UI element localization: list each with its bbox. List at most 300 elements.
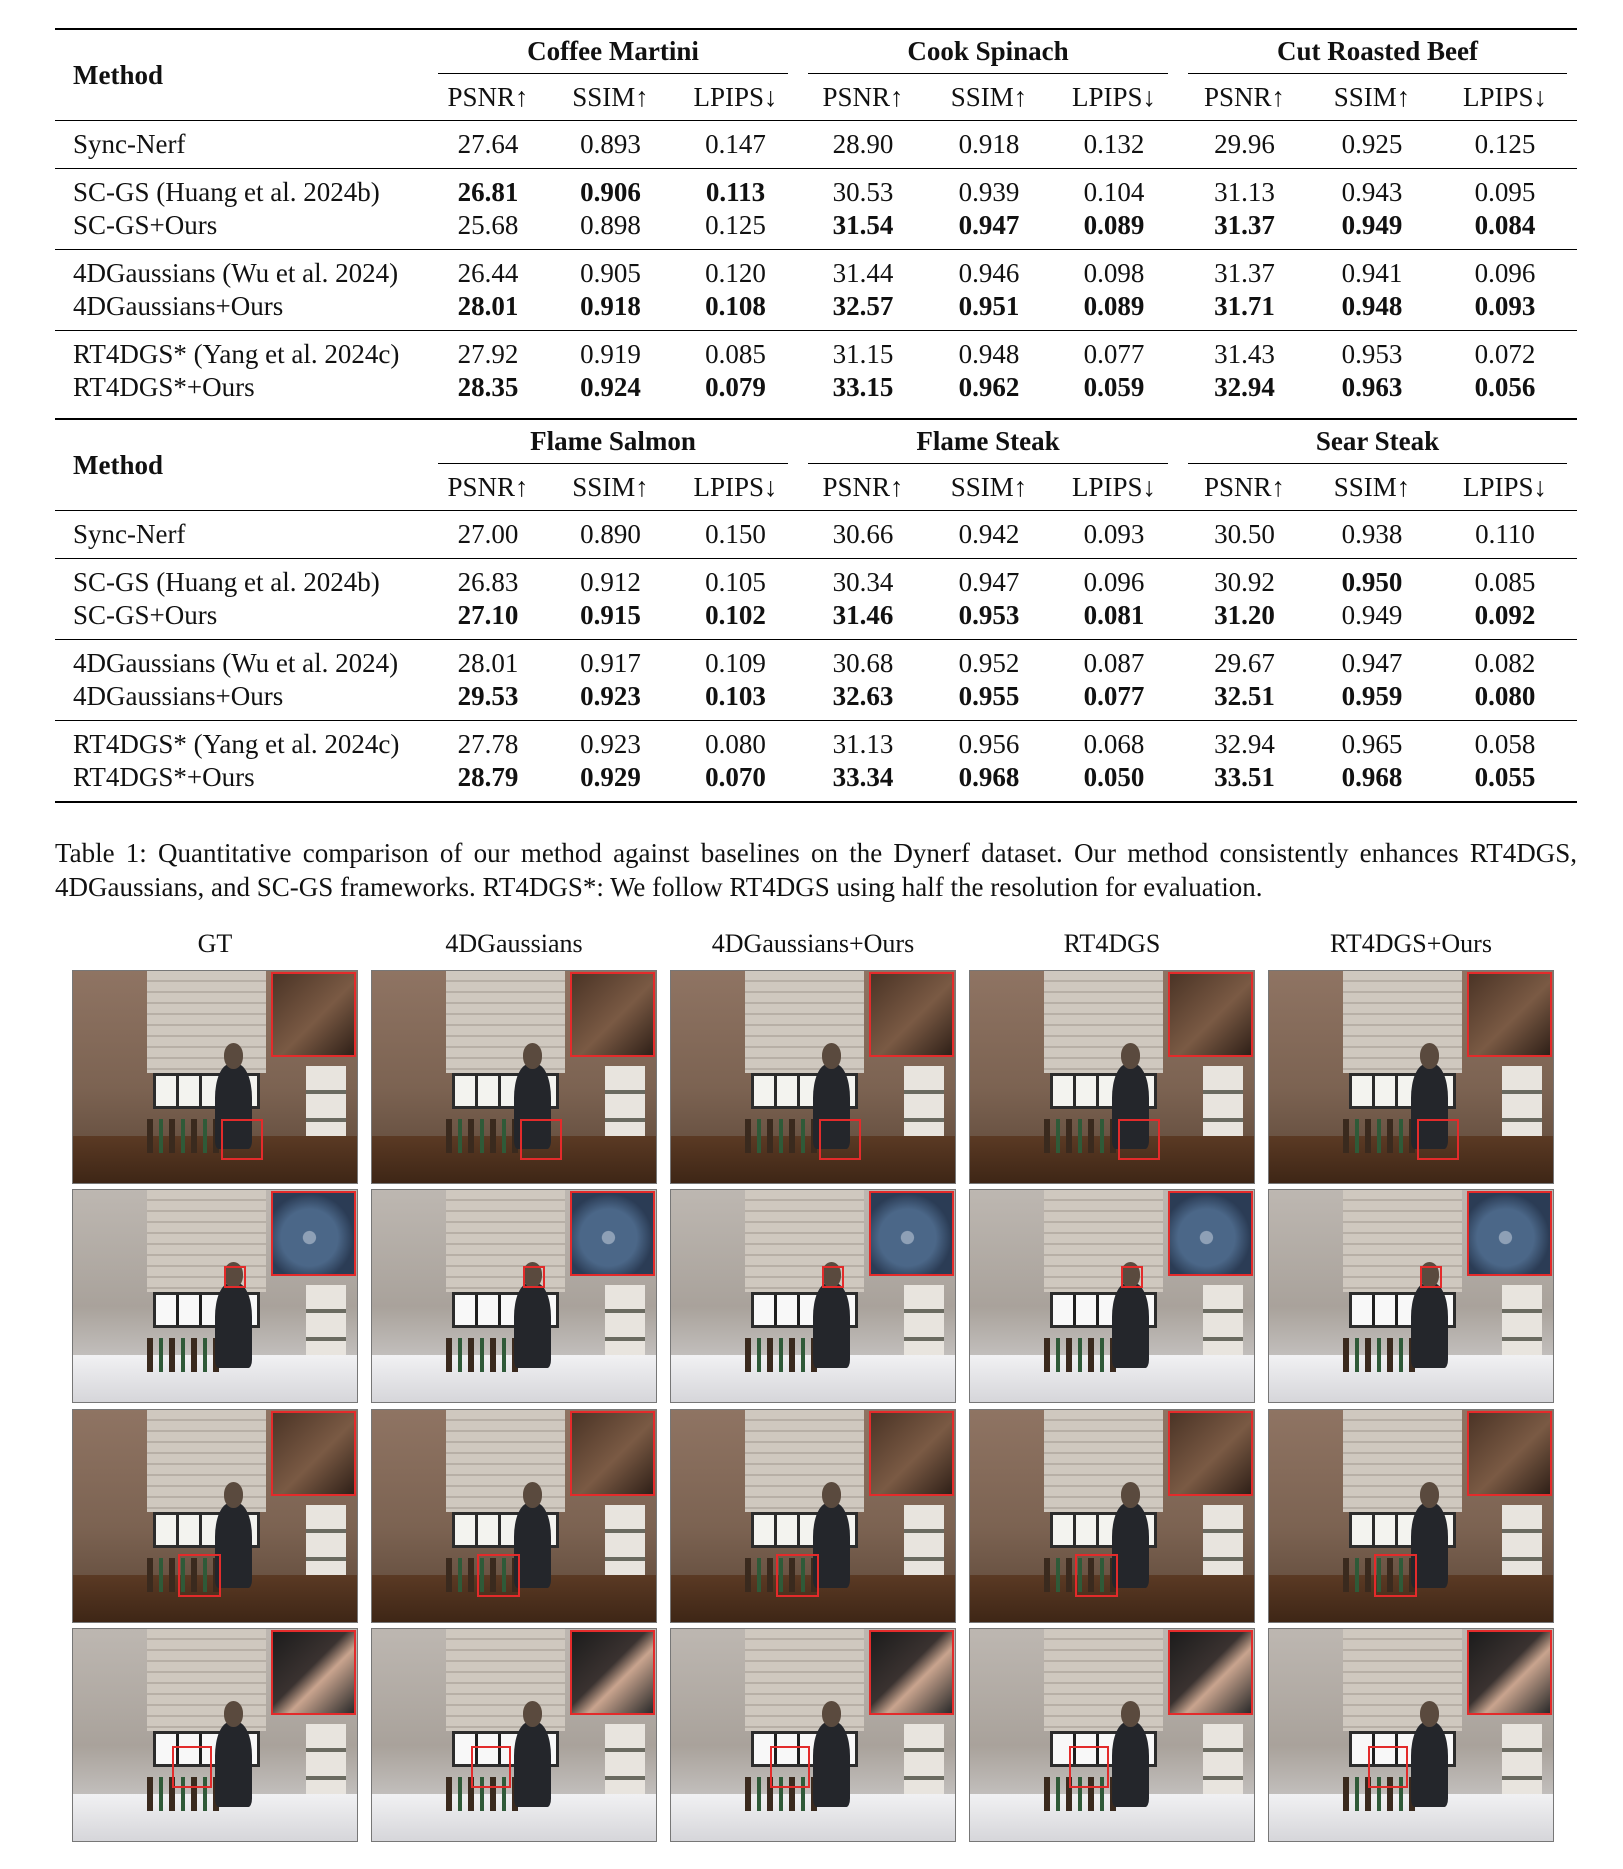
- value-cell: 0.096: [1050, 559, 1178, 600]
- value-cell: 0.951: [958, 291, 1020, 321]
- zoom-inset: [1168, 972, 1253, 1057]
- value-cell: 31.13: [1178, 169, 1311, 210]
- value-cell: 0.947: [1311, 640, 1433, 681]
- zoom-inset: [271, 1630, 356, 1715]
- value-cell: 0.947: [928, 559, 1050, 600]
- value-cell: 28.01: [457, 291, 519, 321]
- zoom-inset: [869, 972, 954, 1057]
- value-cell: 31.37: [1214, 210, 1275, 240]
- metric-header: LPIPS↓: [1050, 74, 1178, 121]
- value-cell: 0.096: [1433, 250, 1577, 291]
- window-blind: [745, 971, 864, 1073]
- zoom-inset: [869, 1191, 954, 1276]
- value-cell: 33.34: [832, 762, 894, 792]
- scene-header: Flame Salmon: [428, 419, 798, 464]
- metric-header: LPIPS↓: [1050, 464, 1178, 511]
- method-header: Method: [55, 419, 428, 511]
- value-cell: 32.94: [1178, 721, 1311, 762]
- chef-head: [523, 1701, 543, 1726]
- zoom-region-box: [1420, 1266, 1443, 1287]
- metric-header: PSNR↑: [798, 74, 928, 121]
- metric-header: LPIPS↓: [1433, 74, 1577, 121]
- value-cell: 0.108: [705, 291, 766, 321]
- window-blind: [1044, 971, 1163, 1073]
- value-cell: 0.915: [580, 600, 641, 630]
- zoom-region-box: [1069, 1746, 1109, 1788]
- zoom-inset: [1467, 1630, 1552, 1715]
- chef-head: [523, 1482, 543, 1507]
- zoom-region-box: [221, 1119, 264, 1159]
- table-row: [55, 371, 1577, 411]
- method-cell: 4DGaussians+Ours: [73, 681, 284, 711]
- method-cell: RT4DGS* (Yang et al. 2024c): [55, 331, 428, 372]
- chef-head: [822, 1701, 842, 1726]
- value-cell: 30.66: [832, 519, 894, 549]
- window-blind: [147, 1410, 266, 1512]
- value-cell: 28.35: [457, 372, 519, 402]
- render-panel: [670, 1409, 956, 1623]
- table-row: [55, 209, 1577, 250]
- chef-head: [523, 1043, 543, 1068]
- metric-header: PSNR↑: [428, 74, 548, 121]
- value-cell: 27.78: [428, 721, 548, 762]
- value-cell: 0.948: [928, 331, 1050, 372]
- zoom-inset: [271, 1191, 356, 1276]
- value-cell: 26.83: [428, 559, 548, 600]
- metric-header: PSNR↑: [798, 464, 928, 511]
- zoom-inset: [1168, 1411, 1253, 1496]
- value-cell: 0.890: [580, 519, 641, 549]
- window-blind: [147, 971, 266, 1073]
- chef-head: [224, 1043, 244, 1068]
- zoom-region-box: [178, 1554, 221, 1596]
- value-cell: 0.098: [1050, 250, 1178, 291]
- metric-header: SSIM↑: [1311, 464, 1433, 511]
- value-cell: 0.093: [1474, 291, 1536, 321]
- value-cell: 0.077: [1083, 681, 1145, 711]
- window-blind: [446, 971, 565, 1073]
- value-cell: 0.150: [705, 519, 766, 549]
- value-cell: 26.81: [428, 169, 548, 210]
- bottles: [446, 1338, 520, 1372]
- window-blind: [1343, 1410, 1462, 1512]
- value-cell: 28.79: [457, 762, 519, 792]
- render-panel: [72, 970, 358, 1184]
- zoom-region-box: [1368, 1746, 1408, 1788]
- figure-column-header: RT4DGS+Ours: [1330, 929, 1492, 958]
- table-row: [55, 599, 1577, 640]
- value-cell: 0.912: [548, 559, 673, 600]
- bottles: [745, 1338, 819, 1372]
- zoom-inset: [1467, 972, 1552, 1057]
- value-cell: 33.51: [1214, 762, 1275, 792]
- value-cell: 0.092: [1474, 600, 1536, 630]
- value-cell: 0.925: [1341, 129, 1403, 159]
- chef-figure: [1411, 1722, 1448, 1807]
- method-cell: SC-GS (Huang et al. 2024b): [55, 559, 428, 600]
- bottles: [446, 1119, 520, 1153]
- table-row: [55, 331, 1577, 372]
- zoom-region-box: [819, 1119, 862, 1159]
- value-cell: 0.147: [705, 129, 766, 159]
- zoom-region-box: [224, 1266, 247, 1287]
- value-cell: 0.113: [673, 169, 798, 210]
- table-row: [55, 290, 1577, 331]
- results-table-bottom: [55, 418, 1577, 803]
- render-panel: [371, 1189, 657, 1403]
- render-panel: [371, 1628, 657, 1842]
- render-panel: [670, 1189, 956, 1403]
- zoom-inset: [1467, 1411, 1552, 1496]
- zoom-region-box: [471, 1746, 511, 1788]
- window-blind: [1044, 1629, 1163, 1731]
- value-cell: 0.095: [1433, 169, 1577, 210]
- value-cell: 0.917: [548, 640, 673, 681]
- value-cell: 31.13: [798, 721, 928, 762]
- metric-header: LPIPS↓: [673, 464, 798, 511]
- chef-figure: [1411, 1283, 1448, 1368]
- value-cell: 0.059: [1083, 372, 1145, 402]
- metric-header: PSNR↑: [428, 464, 548, 511]
- bottles: [1343, 1119, 1417, 1153]
- chef-head: [1420, 1482, 1440, 1507]
- render-panel: [969, 1628, 1255, 1842]
- chef-figure: [813, 1722, 850, 1807]
- value-cell: 0.906: [548, 169, 673, 210]
- chef-head: [822, 1043, 842, 1068]
- zoom-region-box: [1075, 1554, 1118, 1596]
- value-cell: 29.67: [1178, 640, 1311, 681]
- value-cell: 0.070: [705, 762, 766, 792]
- value-cell: 0.942: [958, 519, 1020, 549]
- method-cell: Sync-Nerf: [73, 129, 186, 159]
- bottles: [1044, 1338, 1118, 1372]
- render-panel: [371, 1409, 657, 1623]
- value-cell: 0.055: [1474, 762, 1536, 792]
- value-cell: 0.110: [1475, 519, 1535, 549]
- chef-figure: [1112, 1722, 1149, 1807]
- render-panel: [969, 1189, 1255, 1403]
- metric-header: SSIM↑: [928, 74, 1050, 121]
- zoom-inset: [869, 1630, 954, 1715]
- chef-head: [1121, 1043, 1141, 1068]
- value-cell: 32.63: [832, 681, 894, 711]
- render-panel: [670, 970, 956, 1184]
- table-caption: Table 1: Quantitative comparison of our method against baselines on the Dynerf dataset. Our method consistently enhances RT4DGS, 4DGaussians, and SC-GS frameworks. RT4DGS*: We follow RT4DGS using half the resolution for evaluation.: [55, 838, 1577, 902]
- chef-figure: [215, 1722, 252, 1807]
- scene-header: Cook Spinach: [798, 29, 1178, 74]
- chef-head: [224, 1701, 244, 1726]
- value-cell: 31.37: [1178, 250, 1311, 291]
- window-blind: [147, 1629, 266, 1731]
- window-blind: [745, 1410, 864, 1512]
- value-cell: 0.081: [1083, 600, 1145, 630]
- value-cell: 0.109: [673, 640, 798, 681]
- value-cell: 0.079: [705, 372, 766, 402]
- window-blind: [1343, 1629, 1462, 1731]
- value-cell: 28.01: [428, 640, 548, 681]
- zoom-region-box: [1121, 1266, 1144, 1287]
- value-cell: 31.71: [1214, 291, 1275, 321]
- render-panel: [72, 1628, 358, 1842]
- value-cell: 32.57: [832, 291, 894, 321]
- value-cell: 32.51: [1214, 681, 1275, 711]
- zoom-region-box: [776, 1554, 819, 1596]
- value-cell: 0.082: [1433, 640, 1577, 681]
- bottles: [147, 1119, 221, 1153]
- value-cell: 0.924: [580, 372, 641, 402]
- value-cell: 30.50: [1214, 519, 1275, 549]
- chef-head: [1420, 1043, 1440, 1068]
- method-cell: 4DGaussians+Ours: [73, 291, 284, 321]
- zoom-inset: [570, 1191, 655, 1276]
- render-panel: [1268, 1409, 1554, 1623]
- zoom-region-box: [520, 1119, 563, 1159]
- value-cell: 0.953: [958, 600, 1020, 630]
- window-blind: [1343, 971, 1462, 1073]
- window-blind: [745, 1190, 864, 1292]
- table-row: [55, 559, 1577, 600]
- zoom-region-box: [1118, 1119, 1161, 1159]
- value-cell: 0.089: [1083, 291, 1145, 321]
- value-cell: 0.918: [958, 129, 1020, 159]
- value-cell: 0.943: [1311, 169, 1433, 210]
- value-cell: 0.929: [580, 762, 641, 792]
- value-cell: 27.64: [457, 129, 519, 159]
- value-cell: 0.962: [958, 372, 1020, 402]
- value-cell: 0.941: [1311, 250, 1433, 291]
- value-cell: 0.968: [958, 762, 1020, 792]
- metric-header: LPIPS↓: [673, 74, 798, 121]
- value-cell: 31.15: [798, 331, 928, 372]
- value-cell: 0.080: [1474, 681, 1536, 711]
- value-cell: 0.077: [1050, 331, 1178, 372]
- table-row: [55, 761, 1577, 802]
- zoom-region-box: [822, 1266, 845, 1287]
- scene-header: Sear Steak: [1178, 419, 1577, 464]
- zoom-inset: [869, 1411, 954, 1496]
- method-cell: 4DGaussians (Wu et al. 2024): [55, 640, 428, 681]
- bottles: [1044, 1119, 1118, 1153]
- value-cell: 0.893: [580, 129, 641, 159]
- value-cell: 0.919: [548, 331, 673, 372]
- method-cell: RT4DGS* (Yang et al. 2024c): [55, 721, 428, 762]
- value-cell: 32.94: [1214, 372, 1275, 402]
- value-cell: 0.056: [1474, 372, 1536, 402]
- chef-head: [1420, 1701, 1440, 1726]
- window-blind: [446, 1190, 565, 1292]
- value-cell: 29.53: [457, 681, 519, 711]
- render-panel: [670, 1628, 956, 1842]
- window-blind: [1343, 1190, 1462, 1292]
- value-cell: 27.10: [457, 600, 519, 630]
- value-cell: 0.085: [1433, 559, 1577, 600]
- value-cell: 0.905: [548, 250, 673, 291]
- value-cell: 31.43: [1178, 331, 1311, 372]
- metric-header: SSIM↑: [928, 464, 1050, 511]
- value-cell: 0.072: [1433, 331, 1577, 372]
- render-panel: [1268, 1189, 1554, 1403]
- value-cell: 0.898: [580, 210, 641, 240]
- value-cell: 0.085: [673, 331, 798, 372]
- render-panel: [969, 1409, 1255, 1623]
- render-panel: [72, 1189, 358, 1403]
- zoom-region-box: [523, 1266, 546, 1287]
- figure-column-header: 4DGaussians: [445, 929, 583, 958]
- method-cell: RT4DGS*+Ours: [73, 372, 255, 402]
- render-panel: [1268, 1628, 1554, 1842]
- value-cell: 0.050: [1083, 762, 1145, 792]
- value-cell: 0.068: [1050, 721, 1178, 762]
- value-cell: 0.132: [1083, 129, 1145, 159]
- render-panel: [72, 1409, 358, 1623]
- table-row: [55, 169, 1577, 210]
- value-cell: 0.950: [1311, 559, 1433, 600]
- metric-header: LPIPS↓: [1433, 464, 1577, 511]
- metric-header: PSNR↑: [1178, 74, 1311, 121]
- value-cell: 30.68: [798, 640, 928, 681]
- value-cell: 0.946: [928, 250, 1050, 291]
- value-cell: 0.104: [1050, 169, 1178, 210]
- value-cell: 27.92: [428, 331, 548, 372]
- value-cell: 0.923: [580, 681, 641, 711]
- table-row: [55, 640, 1577, 681]
- chef-figure: [813, 1283, 850, 1368]
- value-cell: 27.00: [457, 519, 519, 549]
- zoom-inset: [570, 972, 655, 1057]
- value-cell: 0.968: [1341, 762, 1403, 792]
- bottles: [745, 1119, 819, 1153]
- zoom-inset: [271, 972, 356, 1057]
- value-cell: 0.955: [958, 681, 1020, 711]
- value-cell: 0.959: [1341, 681, 1403, 711]
- value-cell: 0.058: [1433, 721, 1577, 762]
- value-cell: 28.90: [832, 129, 894, 159]
- chef-figure: [1112, 1283, 1149, 1368]
- value-cell: 0.120: [673, 250, 798, 291]
- render-panel: [371, 970, 657, 1184]
- value-cell: 25.68: [457, 210, 519, 240]
- method-cell: SC-GS+Ours: [73, 210, 218, 240]
- method-cell: SC-GS (Huang et al. 2024b): [55, 169, 428, 210]
- value-cell: 0.956: [928, 721, 1050, 762]
- value-cell: 0.102: [705, 600, 766, 630]
- method-cell: 4DGaussians (Wu et al. 2024): [55, 250, 428, 291]
- value-cell: 33.15: [832, 372, 894, 402]
- value-cell: 0.125: [1474, 129, 1536, 159]
- scene-header: Coffee Martini: [428, 29, 798, 74]
- zoom-inset: [570, 1411, 655, 1496]
- value-cell: 0.939: [928, 169, 1050, 210]
- value-cell: 0.938: [1341, 519, 1403, 549]
- value-cell: 0.947: [958, 210, 1020, 240]
- table-row: [55, 680, 1577, 721]
- method-cell: RT4DGS*+Ours: [73, 762, 255, 792]
- value-cell: 30.92: [1178, 559, 1311, 600]
- value-cell: 0.949: [1341, 210, 1403, 240]
- scene-header: Cut Roasted Beef: [1178, 29, 1577, 74]
- chef-head: [1121, 1482, 1141, 1507]
- bottles: [1343, 1338, 1417, 1372]
- metric-header: SSIM↑: [548, 464, 673, 511]
- value-cell: 30.34: [798, 559, 928, 600]
- render-panel: [1268, 970, 1554, 1184]
- value-cell: 26.44: [428, 250, 548, 291]
- table-row: [55, 511, 1577, 559]
- value-cell: 0.087: [1050, 640, 1178, 681]
- window-blind: [446, 1410, 565, 1512]
- results-table-top: [55, 28, 1577, 411]
- chef-figure: [215, 1283, 252, 1368]
- table-row: [55, 250, 1577, 291]
- chef-figure: [514, 1722, 551, 1807]
- figure-column-header: 4DGaussians+Ours: [711, 929, 915, 958]
- figure-column-header: GT: [197, 929, 233, 958]
- metric-header: SSIM↑: [1311, 74, 1433, 121]
- value-cell: 0.089: [1083, 210, 1145, 240]
- value-cell: 31.20: [1214, 600, 1275, 630]
- zoom-region-box: [172, 1746, 212, 1788]
- value-cell: 0.103: [705, 681, 766, 711]
- zoom-region-box: [770, 1746, 810, 1788]
- value-cell: 30.53: [798, 169, 928, 210]
- value-cell: 0.952: [928, 640, 1050, 681]
- figure-column-header: RT4DGS: [1063, 929, 1161, 958]
- value-cell: 0.080: [673, 721, 798, 762]
- window-blind: [446, 1629, 565, 1731]
- zoom-region-box: [1374, 1554, 1417, 1596]
- value-cell: 0.084: [1474, 210, 1536, 240]
- value-cell: 0.093: [1083, 519, 1145, 549]
- value-cell: 0.105: [673, 559, 798, 600]
- value-cell: 0.949: [1341, 600, 1403, 630]
- table-row: [55, 121, 1577, 169]
- method-cell: SC-GS+Ours: [73, 600, 218, 630]
- zoom-inset: [271, 1411, 356, 1496]
- scene-header: Flame Steak: [798, 419, 1178, 464]
- window-blind: [1044, 1410, 1163, 1512]
- metric-header: PSNR↑: [1178, 464, 1311, 511]
- zoom-inset: [1168, 1191, 1253, 1276]
- zoom-inset: [570, 1630, 655, 1715]
- value-cell: 0.965: [1311, 721, 1433, 762]
- value-cell: 0.918: [580, 291, 641, 321]
- value-cell: 0.923: [548, 721, 673, 762]
- bottles: [147, 1338, 221, 1372]
- value-cell: 0.948: [1341, 291, 1403, 321]
- metric-header: SSIM↑: [548, 74, 673, 121]
- value-cell: 29.96: [1214, 129, 1275, 159]
- value-cell: 31.44: [798, 250, 928, 291]
- value-cell: 0.963: [1341, 372, 1403, 402]
- value-cell: 0.953: [1311, 331, 1433, 372]
- chef-head: [1121, 1701, 1141, 1726]
- method-cell: Sync-Nerf: [73, 519, 186, 549]
- value-cell: 31.46: [832, 600, 894, 630]
- method-header: Method: [55, 29, 428, 121]
- zoom-inset: [1467, 1191, 1552, 1276]
- render-panel: [969, 970, 1255, 1184]
- table-row: [55, 721, 1577, 762]
- value-cell: 31.54: [832, 210, 894, 240]
- chef-head: [822, 1482, 842, 1507]
- zoom-region-box: [1417, 1119, 1460, 1159]
- zoom-inset: [1168, 1630, 1253, 1715]
- window-blind: [147, 1190, 266, 1292]
- window-blind: [745, 1629, 864, 1731]
- chef-figure: [514, 1283, 551, 1368]
- window-blind: [1044, 1190, 1163, 1292]
